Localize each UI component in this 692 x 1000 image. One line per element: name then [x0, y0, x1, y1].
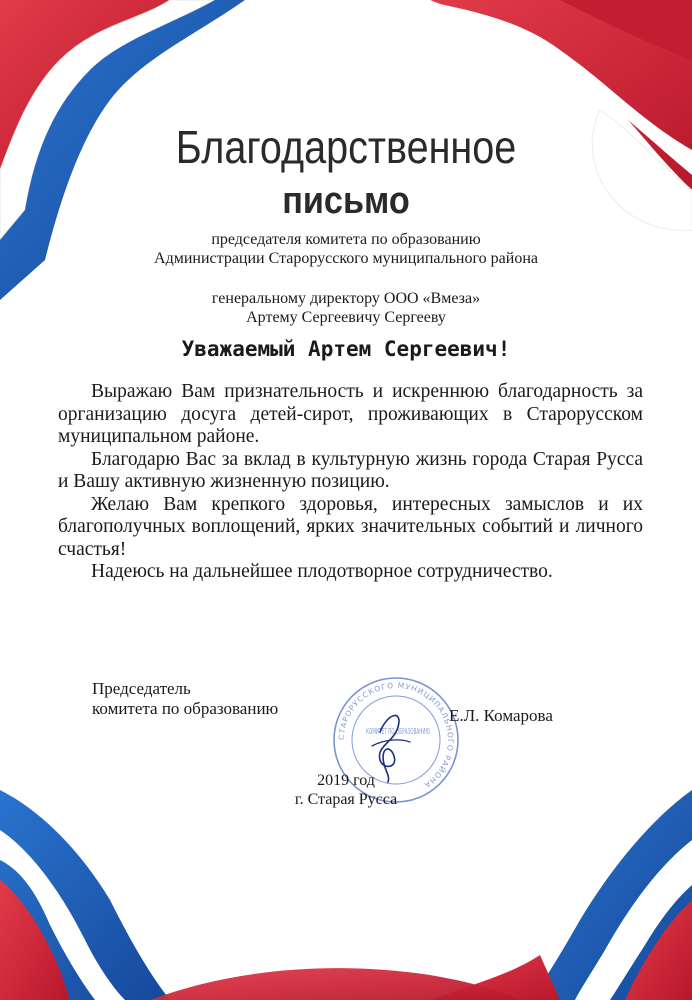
paragraph-text: Надеюсь на дальнейшее плодотворное сотрудничество.: [91, 561, 553, 582]
letter-title-line2: письмо: [282, 180, 410, 222]
letter-city: г. Старая Русса: [294, 791, 398, 808]
letter-year: 2019 год: [317, 772, 375, 789]
paragraph-contribution: [58, 449, 643, 494]
recipient-block: [0, 289, 692, 327]
letter-body: [58, 381, 643, 584]
sender-line1: председателя комитета по образованию: [211, 231, 481, 248]
signatory-position-line2: комитета по образованию: [92, 699, 279, 718]
greeting: Уважаемый Артем Сергеевич!: [181, 337, 511, 361]
signatory-name: Е.Л. Комарова: [449, 706, 553, 725]
paragraph-text: Выражаю Вам признательность и искреннюю благодарность за организацию досуга детей-сирот, проживающих в Старорусском муниципальном районе.: [58, 381, 643, 447]
stamp-ring-text: СТАРОРУССКОГО МУНИЦИПАЛЬНОГО РАЙОНА: [336, 680, 456, 791]
paragraph-gratitude: [58, 381, 643, 449]
paragraph-text: Желаю Вам крепкого здоровья, интересных замыслов и их благополучных воплощений, ярких значительных событий и личного счастья!: [58, 493, 643, 560]
recipient-line1: генеральному директору ООО «Вмеза»: [211, 290, 481, 307]
sender-line2: Администрации Старорусского муниципального района: [154, 250, 538, 267]
signatory-position: [92, 679, 278, 719]
paragraph-wishes: [58, 494, 643, 562]
letter-title-line1: Благодарственное: [175, 121, 517, 173]
stamp-center-text: КОМИТЕТ ПО ОБРАЗОВАНИЮ: [366, 727, 431, 736]
sender-block: [0, 230, 692, 268]
paragraph-cooperation: [58, 561, 643, 584]
paragraph-text: Благодарю Вас за вклад в культурную жизнь города Старая Русса и Вашу активную жизненную позицию.: [58, 448, 643, 492]
recipient-line2: Артему Сергеевичу Сергееву: [246, 309, 446, 326]
date-place-block: [0, 771, 692, 809]
signatory-position-line1: Председатель: [92, 679, 191, 698]
